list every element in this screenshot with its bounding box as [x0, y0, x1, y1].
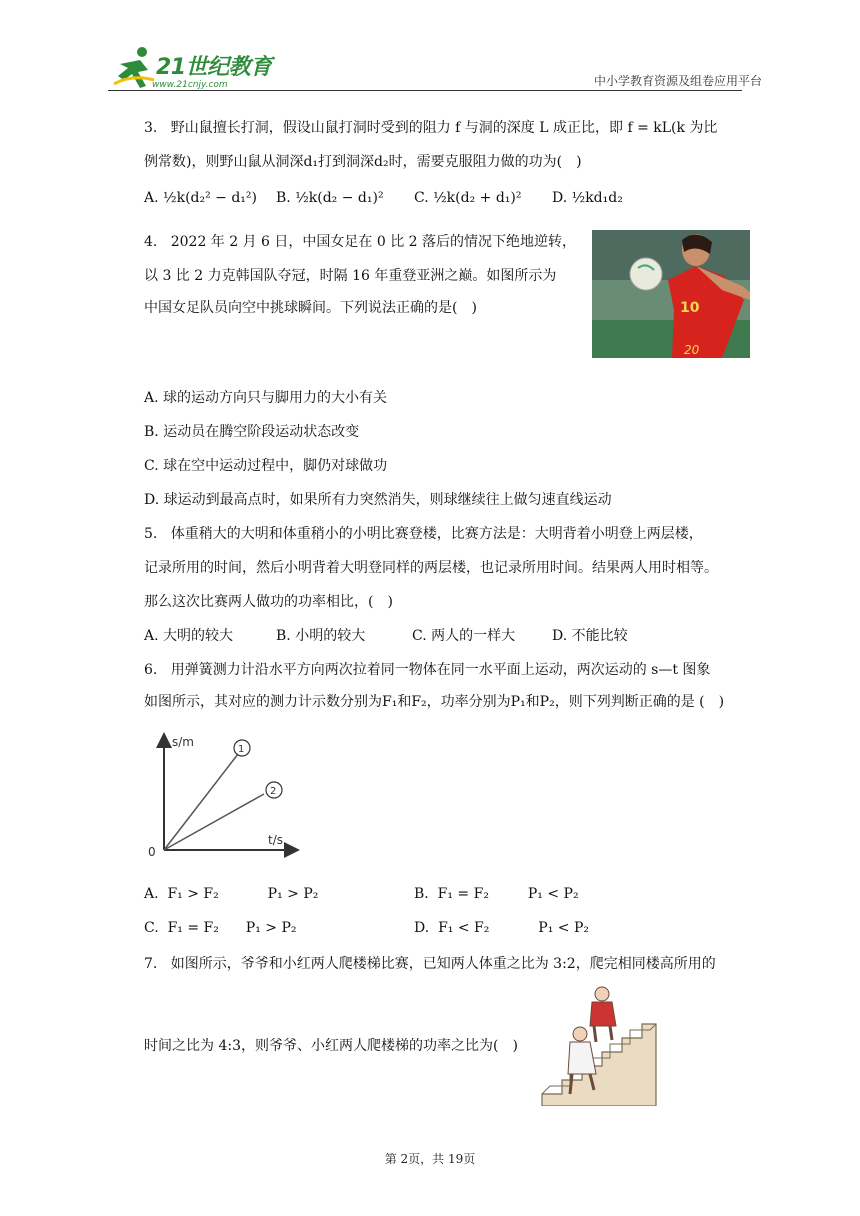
x-axis-label: t/s [268, 833, 283, 847]
q6-c-f: F₁ = F₂ [167, 920, 219, 936]
site-logo [112, 44, 272, 96]
q6-b-p: P₁ < P₂ [527, 886, 579, 902]
q7-text-1: 如图所示，爷爷和小红两人爬楼梯比赛，已知两人体重之比为 3:2，爬完相同楼高所用的 [170, 956, 716, 972]
runner-logo-icon [112, 44, 156, 92]
q4-number: 4. [144, 234, 158, 250]
q4-line1 [144, 232, 576, 252]
q6-d-p: P₁ < P₂ [538, 920, 589, 936]
jersey-number: 10 [680, 300, 700, 316]
q4-text-1: 2022 年 2 月 6 日，中国女足在 0 比 2 落后的情况下绝地逆转， [170, 234, 577, 250]
q6-option-a[interactable] [144, 884, 318, 904]
q6-a-f: F₁ > F₂ [167, 886, 219, 902]
q6-b-f: F₁ = F₂ [437, 886, 489, 902]
q4-option-c[interactable]: C. 球在空中运动过程中，脚仍对球做功 [144, 458, 388, 474]
platform-name: 中小学教育资源及组卷应用平台 [593, 74, 762, 88]
q6-d-f: F₁ < F₂ [438, 920, 490, 936]
q4-option-d[interactable]: D. 球运动到最高点时，如果所有力突然消失，则球继续往上做匀速直线运动 [144, 492, 612, 508]
q6-c-label: C. [144, 920, 159, 936]
q7-number: 7. [144, 956, 158, 972]
q5-text-1: 体重稍大的大明和体重稍小的小明比赛登楼，比赛方法是：大明背着小明登上两层楼， [170, 526, 703, 542]
page-number: 第 2页，共 19页 [384, 1152, 476, 1166]
q6-line1 [144, 660, 710, 680]
q3-text-1: 野山鼠擅长打洞，假设山鼠打洞时受到的阻力 f 与洞的深度 L 成正比，即 f = kL(k 为比 [170, 120, 718, 136]
q5-line3: 那么这次比赛两人做功的功率相比，( ) [144, 594, 393, 610]
y-axis-label: s/m [172, 735, 194, 749]
q3-number: 3. [144, 120, 158, 136]
q3-line2: 例常数)，则野山鼠从洞深d₁打到洞深d₂时，需要克服阻力做的功为( ) [144, 154, 582, 170]
origin-label: 0 [148, 845, 156, 859]
line-1 [164, 754, 238, 850]
football-photo [592, 230, 750, 358]
st-graph [146, 730, 302, 862]
q7-line2: 时间之比为 4:3，则爷爷、小红两人爬楼梯的功率之比为( ) [144, 1038, 518, 1054]
line-2-label: 2 [270, 786, 277, 797]
line-2 [164, 794, 264, 850]
logo-text: 21世纪教育 [156, 55, 272, 80]
q6-line2: 如图所示，其对应的测力计示数分别为F₁和F₂，功率分别为P₁和P₂，则下列判断正确的是 ( ) [144, 694, 725, 710]
q4-option-a[interactable]: A. 球的运动方向只与脚用力的大小有关 [144, 390, 388, 406]
q3-option-b[interactable]: B. ½k(d₂ − d₁)² [276, 190, 384, 206]
q5-option-a[interactable]: A. 大明的较大 [144, 628, 234, 644]
q6-option-b[interactable] [414, 884, 579, 904]
q5-number: 5. [144, 526, 158, 542]
q7-line1 [144, 954, 716, 974]
q4-line2: 以 3 比 2 力克韩国队夺冠，时隔 16 年重登亚洲之巅。如图所示为 [144, 268, 557, 284]
q6-b-label: B. [414, 886, 429, 902]
svg-text:20: 20 [684, 343, 700, 357]
q3-line1 [144, 118, 717, 138]
q6-number: 6. [144, 662, 158, 678]
q4-line3: 中国女足队员向空中挑球瞬间。下列说法正确的是( ) [144, 300, 477, 316]
q6-a-p: P₁ > P₂ [267, 886, 319, 902]
logo-url: www.21cnjy.com [152, 80, 228, 90]
q3-option-d[interactable]: D. ½kd₁d₂ [552, 190, 623, 206]
q5-option-d[interactable]: D. 不能比较 [552, 628, 628, 644]
q3-option-a[interactable]: A. ½k(d₂² − d₁²) [144, 190, 257, 206]
stairs-illustration [540, 982, 658, 1106]
q3-option-c[interactable]: C. ½k(d₂ + d₁)² [414, 190, 522, 206]
q6-c-p: P₁ > P₂ [245, 920, 297, 936]
q6-option-c[interactable] [144, 918, 296, 938]
line-1-label: 1 [238, 744, 245, 755]
q6-d-label: D. [414, 920, 430, 936]
header-divider [108, 90, 742, 91]
q5-option-c[interactable]: C. 两人的一样大 [412, 628, 516, 644]
q4-option-b[interactable]: B. 运动员在腾空阶段运动状态改变 [144, 424, 360, 440]
q6-a-label: A. [144, 886, 159, 902]
q5-line1 [144, 524, 703, 544]
q5-option-b[interactable]: B. 小明的较大 [276, 628, 366, 644]
q6-option-d[interactable] [414, 918, 589, 938]
q5-line2: 记录所用的时间，然后小明背着大明登同样的两层楼，也记录所用时间。结果两人用时相等。 [144, 560, 718, 576]
q6-text-1: 用弹簧测力计沿水平方向两次拉着同一物体在同一水平面上运动，两次运动的 s—t 图象 [170, 662, 711, 678]
ball-icon [630, 258, 662, 290]
